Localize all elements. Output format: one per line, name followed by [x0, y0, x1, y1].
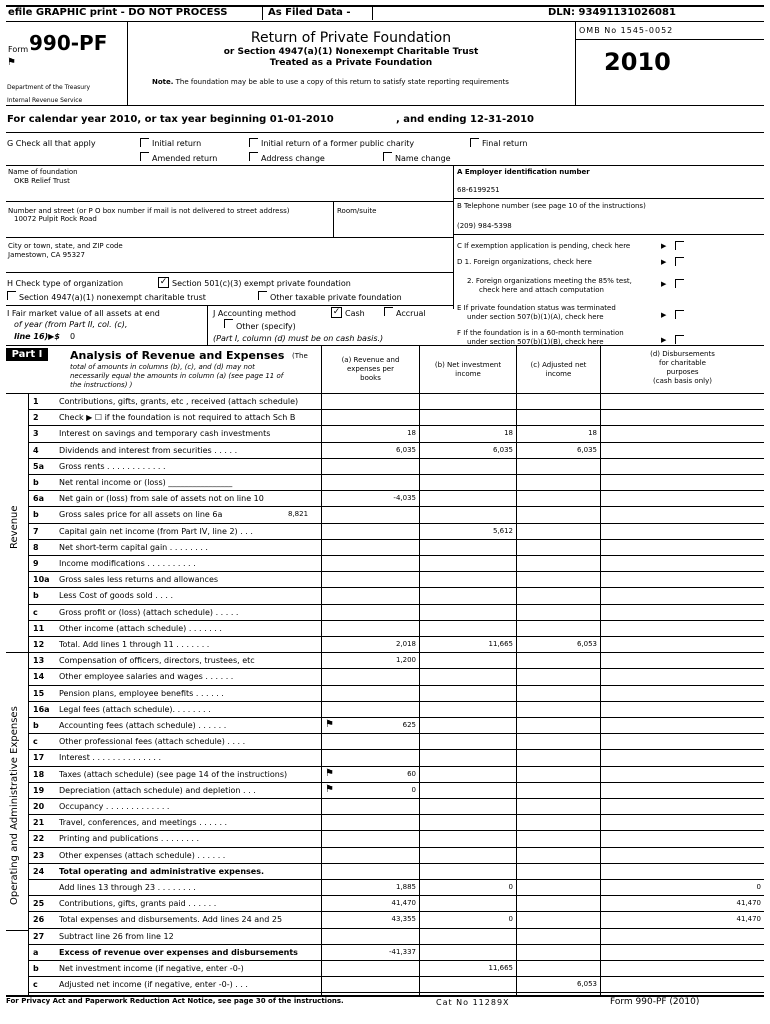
row-number: 16a	[33, 705, 50, 714]
dept-line-2: Internal Revenue Service	[7, 97, 83, 104]
col-d-h4: (cash basis only)	[653, 377, 712, 385]
foreign-org-label: D 1. Foreign organizations, check here	[457, 258, 592, 266]
efile-icon: ⚑	[7, 57, 16, 68]
row-divider	[28, 749, 764, 750]
row-label: Legal fees (attach schedule). . . . . . . .	[59, 705, 211, 714]
row-divider	[28, 604, 764, 605]
cell-col-b: 18	[504, 429, 513, 437]
foundation-name-label: Name of foundation	[8, 168, 78, 176]
cell-col-b: 11,665	[488, 640, 513, 648]
row-label: Pension plans, employee benefits . . . . . .	[59, 689, 224, 698]
section-501c3-checkbox[interactable]: ✓	[159, 277, 168, 287]
row-label: Total expenses and disbursements. Add lines 24 and 25	[59, 915, 283, 924]
row-label: Net investment income (if negative, enter -0-)	[59, 964, 244, 973]
row-label: Dividends and interest from securities . . . . .	[59, 446, 238, 455]
calendar-year-line: For calendar year 2010, or tax year beginning 01-01-2010	[7, 114, 334, 125]
row-divider	[28, 442, 764, 443]
row-label: Net gain or (loss) from sale of assets not on line 10	[59, 494, 264, 503]
row-number: 19	[33, 786, 45, 795]
cell-col-c: 6,053	[576, 980, 597, 988]
row-number: 1	[33, 397, 39, 406]
row-number: c	[33, 737, 38, 746]
row-divider	[28, 782, 764, 783]
row-divider	[28, 685, 764, 686]
row-number: 23	[33, 851, 45, 860]
row-label: Contributions, gifts, grants paid . . . . . .	[59, 899, 217, 908]
row-number: 15	[33, 689, 45, 698]
tax-year: 2010	[604, 48, 671, 76]
final-return-checkbox[interactable]	[470, 138, 479, 147]
row-label: Occupancy . . . . . . . . . . . . .	[59, 802, 170, 811]
row-label: Contributions, gifts, grants, etc , received (attach schedule)	[59, 397, 299, 406]
initial-return-checkbox[interactable]	[140, 138, 149, 147]
accrual-checkbox[interactable]	[384, 307, 393, 316]
row-divider	[28, 847, 764, 848]
cell-col-b: 0	[508, 915, 513, 923]
row-divider	[28, 928, 764, 929]
foreign-85-label-b: check here and attach computation	[479, 286, 604, 294]
phone-label: B Telephone number (see page 10 of the instructions)	[457, 202, 646, 210]
col-d-header	[601, 350, 764, 386]
foreign-85-checkbox[interactable]	[675, 279, 684, 288]
row-number: 13	[33, 656, 45, 665]
row-label: Total. Add lines 1 through 11 . . . . . . .	[59, 640, 210, 649]
row-number: 8	[33, 543, 39, 552]
cell-col-a: 625	[402, 721, 416, 729]
row-divider	[28, 652, 764, 653]
cell-col-d: 0	[756, 883, 761, 891]
row-number: 4	[33, 446, 39, 455]
cell-col-a: 41,470	[391, 899, 416, 907]
section-501c3-label: Section 501(c)(3) exempt private foundation	[172, 279, 351, 288]
row-divider	[28, 701, 764, 702]
col-b-h1: (b) Net investment	[434, 361, 502, 369]
cell-col-d: 41,470	[736, 915, 761, 923]
row-divider	[28, 571, 764, 572]
efile-attachment-icon[interactable]: ⚑	[325, 784, 334, 795]
row-number: 11	[33, 624, 45, 633]
cell-col-a: 2,018	[395, 640, 416, 648]
final-return-label: Final return	[482, 139, 528, 148]
room-suite-label: Room/suite	[337, 207, 377, 215]
row-number: 27	[33, 932, 45, 941]
row-label: Less Cost of goods sold . . . .	[59, 591, 174, 600]
other-method-checkbox[interactable]	[224, 319, 233, 328]
row-number: 22	[33, 834, 45, 843]
row-divider	[28, 636, 764, 637]
col-a-h2: expenses per	[347, 365, 394, 373]
row-divider	[28, 539, 764, 540]
ein-label: A Employer identification number	[457, 168, 590, 176]
col-c-header	[517, 361, 600, 379]
row-divider	[28, 587, 764, 588]
city-state-zip: Jamestown, CA 95327	[8, 251, 85, 259]
note	[152, 78, 509, 86]
row-divider	[28, 798, 764, 799]
amended-return-checkbox[interactable]	[140, 152, 149, 161]
street-label: Number and street (or P O box number if mail is not delivered to street address)	[8, 207, 290, 215]
city-label: City or town, state, and ZIP code	[8, 242, 123, 250]
row-label: Gross sales price for all assets on line 6a	[59, 510, 223, 519]
form-subtitle-2: Treated as a Private Foundation	[269, 58, 433, 68]
row-number: 18	[33, 770, 45, 779]
cell-col-a: 60	[407, 770, 416, 778]
foundation-name: OKB Relief Trust	[14, 177, 70, 185]
section-4947-checkbox[interactable]	[7, 291, 16, 300]
calendar-ending: , and ending 12-31-2010	[396, 114, 534, 125]
col-d-h3: purposes	[666, 368, 699, 376]
row-label: Depreciation (attach schedule) and depletion . . .	[59, 786, 256, 795]
row-divider	[28, 717, 764, 718]
row-number: 24	[33, 867, 45, 876]
efile-attachment-icon[interactable]: ⚑	[325, 768, 334, 779]
row-number: b	[33, 591, 39, 600]
arrow-icon: ▶	[661, 311, 667, 319]
row-number: 20	[33, 802, 45, 811]
row-number: 5a	[33, 462, 44, 471]
dln: DLN: 93491131026081	[548, 7, 676, 18]
row-label: Accounting fees (attach schedule) . . . . . .	[59, 721, 227, 730]
foreign-85-label: 2. Foreign organizations meeting the 85% test,	[467, 277, 632, 285]
row-divider	[28, 409, 764, 410]
row-divider	[28, 960, 764, 961]
other-method-label: Other (specify)	[236, 322, 296, 331]
col-b-h2: income	[455, 370, 481, 378]
cell-col-a: 6,035	[395, 446, 416, 454]
address-change-label: Address change	[261, 154, 325, 163]
row-divider	[28, 911, 764, 912]
form-number: 990-PF	[29, 31, 108, 55]
row-divider	[28, 523, 764, 524]
row-divider	[28, 863, 764, 864]
sixty-month-label-b: under section 507(b)(1)(B), check here	[467, 338, 604, 346]
cell-col-b: 0	[508, 883, 513, 891]
row-label: Other employee salaries and wages . . . . . .	[59, 672, 234, 681]
row-divider	[28, 425, 764, 426]
exemption-pending-checkbox[interactable]	[675, 241, 684, 250]
arrow-icon: ▶	[661, 242, 667, 250]
row-label: Printing and publications . . . . . . . .	[59, 834, 200, 843]
form-subtitle-1: or Section 4947(a)(1) Nonexempt Charitable Trust	[223, 47, 479, 57]
row-label: Total operating and administrative expenses.	[59, 867, 264, 876]
col-c-h1: (c) Adjusted net	[530, 361, 587, 369]
banner-middle: As Filed Data -	[268, 7, 351, 18]
other-taxable-checkbox[interactable]	[258, 291, 267, 300]
arrow-icon: ▶	[661, 280, 667, 288]
exemption-pending-label: C If exemption application is pending, check here	[457, 242, 631, 250]
row-divider	[28, 944, 764, 945]
row-divider	[28, 668, 764, 669]
cell-col-a: -4,035	[393, 494, 416, 502]
row-number: 17	[33, 753, 45, 762]
dept-line-1: Department of the Treasury	[7, 84, 91, 91]
row-number: a	[33, 948, 39, 957]
row-number: b	[33, 721, 39, 730]
row-number: 14	[33, 672, 45, 681]
row-number: 6a	[33, 494, 44, 503]
cell-col-a: 18	[407, 429, 416, 437]
note-text: The foundation may be able to use a copy of this return to satisfy state reporting requirements	[175, 78, 509, 86]
row-divider	[28, 555, 764, 556]
row-number: 21	[33, 818, 45, 827]
cell-col-b: 5,612	[492, 527, 513, 535]
row-label: Travel, conferences, and meetings . . . . . .	[59, 818, 228, 827]
cell-col-a: -41,337	[388, 948, 416, 956]
row-number: 2	[33, 413, 39, 422]
cash-basis-note: (Part I, column (d) must be on cash basis.)	[213, 334, 384, 343]
row-label: Capital gain net income (from Part IV, line 2) . . .	[59, 527, 253, 536]
cell-col-b: 6,035	[492, 446, 513, 454]
phone-value: (209) 984-5398	[457, 222, 512, 230]
street-address: 10072 Pulpit Rock Road	[14, 215, 97, 223]
expenses-side-label: Operating and Administrative Expenses	[9, 706, 20, 905]
row-divider	[28, 474, 764, 475]
cell-col-b: 11,665	[488, 964, 513, 972]
initial-return-label: Initial return	[152, 139, 202, 148]
col-a-h3: books	[360, 374, 381, 382]
cell-col-c: 6,053	[576, 640, 597, 648]
h-org-type-label: H Check type of organization	[7, 279, 124, 288]
row-divider	[28, 879, 764, 880]
row-label: Other professional fees (attach schedule) . . . .	[59, 737, 246, 746]
row-label: Net rental income or (loss) ________________	[59, 478, 233, 487]
foreign-org-checkbox[interactable]	[675, 257, 684, 266]
row-divider	[28, 733, 764, 734]
cell-col-c: 18	[588, 429, 597, 437]
row-label: Excess of revenue over expenses and disbursements	[59, 948, 298, 957]
status-terminated-checkbox[interactable]	[675, 310, 684, 319]
row-label: Net short-term capital gain . . . . . . . .	[59, 543, 208, 552]
row-divider	[28, 992, 764, 993]
col-b-header	[420, 361, 516, 379]
efile-attachment-icon[interactable]: ⚑	[325, 719, 334, 730]
row-label: Other expenses (attach schedule) . . . . . .	[59, 851, 226, 860]
row-label: Other income (attach schedule) . . . . . . .	[59, 624, 222, 633]
row-number: 26	[33, 915, 45, 924]
amended-return-label: Amended return	[152, 154, 218, 163]
form-prefix: Form	[8, 45, 29, 54]
col-d-h1: (d) Disbursements	[650, 350, 715, 358]
initial-former-checkbox[interactable]	[249, 138, 258, 147]
row-label: Adjusted net income (if negative, enter -0-) . . .	[59, 980, 248, 989]
arrow-icon: ▶	[661, 258, 667, 266]
row-label: Compensation of officers, directors, trustees, etc	[59, 656, 255, 665]
initial-former-label: Initial return of a former public charity	[261, 139, 415, 148]
row-number: b	[33, 478, 39, 487]
col-a-h1: (a) Revenue and	[341, 356, 400, 364]
row-number: c	[33, 608, 38, 617]
fmv-value: 0	[70, 332, 76, 341]
section-4947-label: Section 4947(a)(1) nonexempt charitable trust	[19, 293, 206, 302]
part1-tag: Part I	[6, 348, 48, 361]
cell-col-a: 1,885	[395, 883, 416, 891]
footer-form: Form 990-PF (2010)	[610, 997, 700, 1007]
fmv-label-1: I Fair market value of all assets at end	[7, 309, 160, 318]
cell-col-c: 6,035	[576, 446, 597, 454]
part1-title: Analysis of Revenue and Expenses	[70, 349, 285, 362]
fmv-label-2: of year (from Part II, col. (c),	[14, 320, 128, 329]
cell-col-d: 41,470	[736, 899, 761, 907]
col-d-h2: for charitable	[659, 359, 706, 367]
part1-desc-3: the instructions) )	[70, 381, 133, 389]
row-divider	[28, 620, 764, 621]
omb-number: OMB No 1545-0052	[579, 26, 674, 35]
row-divider	[28, 895, 764, 896]
row-label: Gross sales less returns and allowances	[59, 575, 219, 584]
row-divider	[28, 976, 764, 977]
sixty-month-checkbox[interactable]	[675, 335, 684, 344]
address-change-checkbox[interactable]	[249, 152, 258, 161]
row-number: b	[33, 964, 39, 973]
other-taxable-label: Other taxable private foundation	[270, 293, 402, 302]
part1-desc-1: total of amounts in columns (b), (c), and (d) may not	[70, 363, 255, 371]
row-label: Subtract line 26 from line 12	[59, 932, 174, 941]
row-number: b	[33, 510, 39, 519]
row-label: Add lines 13 through 23 . . . . . . . .	[59, 883, 196, 892]
revenue-side-label: Revenue	[9, 505, 20, 549]
arrow-icon: ▶	[661, 336, 667, 344]
form-title: Return of Private Foundation	[250, 30, 452, 46]
row-number: 12	[33, 640, 45, 649]
name-change-label: Name change	[395, 154, 451, 163]
row-divider	[28, 490, 764, 491]
note-bold: Note.	[152, 78, 174, 86]
row-number: 25	[33, 899, 45, 908]
fmv-label-3: line 16)▶$	[14, 332, 60, 341]
col-c-h2: income	[545, 370, 572, 378]
ein-value: 68-6199251	[457, 186, 500, 194]
row-label: Check ▶ ☐ if the foundation is not required to attach Sch B	[59, 413, 296, 422]
row-divider	[28, 766, 764, 767]
row-number: 3	[33, 429, 39, 438]
accounting-method-label: J Accounting method	[213, 309, 297, 318]
footer-cat: Cat No 11289X	[436, 998, 510, 1007]
row-divider	[28, 458, 764, 459]
name-change-checkbox[interactable]	[383, 152, 392, 161]
row-divider	[28, 830, 764, 831]
status-terminated-label: E If private foundation status was terminated	[457, 304, 616, 312]
cash-label: Cash	[345, 309, 365, 318]
row-label: Gross profit or (loss) (attach schedule) . . . . .	[59, 608, 239, 617]
part1-title-paren: (The	[292, 352, 308, 360]
row-label: Interest . . . . . . . . . . . . . .	[59, 753, 162, 762]
row-label: Taxes (attach schedule) (see page 14 of the instructions)	[59, 770, 288, 779]
row-number: 10a	[33, 575, 50, 584]
row-number: 7	[33, 527, 39, 536]
sixty-month-label: F If the foundation is in a 60-month termination	[457, 329, 624, 337]
row-number: 9	[33, 559, 39, 568]
status-terminated-label-b: under section 507(b)(1)(A), check here	[467, 313, 604, 321]
part1-desc-2: necessarily equal the amounts in column (a) (see page 11 of	[70, 372, 284, 380]
row-divider	[28, 506, 764, 507]
row-label: Gross rents . . . . . . . . . . . .	[59, 462, 166, 471]
row-inline-value: 8,821	[288, 510, 309, 518]
cash-checkbox[interactable]: ✓	[332, 307, 341, 317]
row-label: Interest on savings and temporary cash investments	[59, 429, 271, 438]
banner-left: efile GRAPHIC print - DO NOT PROCESS	[8, 7, 228, 18]
row-number: c	[33, 980, 38, 989]
cell-col-a: 43,355	[391, 915, 416, 923]
g-check-label: G Check all that apply	[7, 139, 96, 148]
accrual-label: Accrual	[396, 309, 426, 318]
footer-privacy: For Privacy Act and Paperwork Reduction Act Notice, see page 30 of the instructions.	[6, 997, 344, 1005]
col-a-header	[322, 356, 419, 383]
cell-col-a: 1,200	[395, 656, 416, 664]
cell-col-a: 0	[411, 786, 416, 794]
row-divider	[28, 814, 764, 815]
row-label: Income modifications . . . . . . . . . .	[59, 559, 196, 568]
